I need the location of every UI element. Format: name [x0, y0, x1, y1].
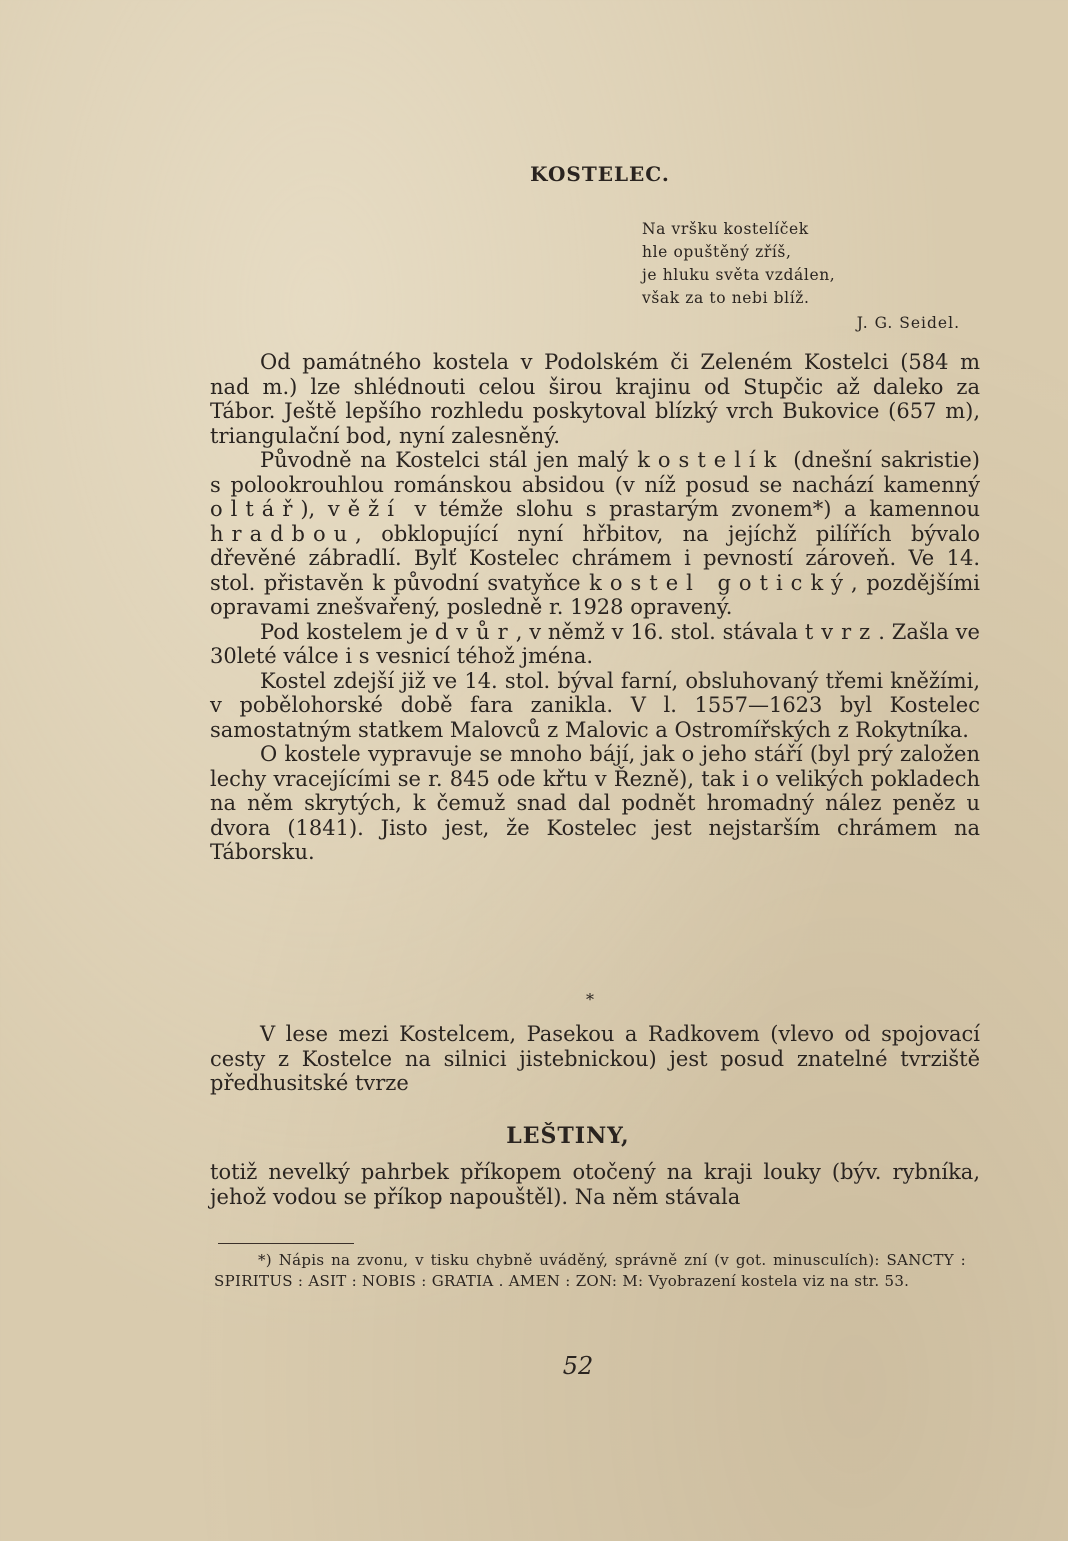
motto-line: však za to nebi blíž. [642, 289, 810, 307]
paragraph-lestiny: totiž nevelký pahrbek příkopem otočený na kraji louky (býv. rybníka, jehož vodou se příkop napouštěl). Na něm stávala [210, 1160, 980, 1209]
text-run: Pod kostelem je [260, 619, 435, 644]
chapter-heading-kostelec: KOSTELEC. [530, 162, 670, 186]
text-run: , obklopující nyní hřbitov, na jejíchž pilířích bývalo dřevěné zábradlí. Bylť Kostelec chrámem i pevností zároveň. Ve 14. stol. přistavěn k původní svatyňce [210, 521, 980, 595]
body-text-forest [210, 1022, 980, 1096]
spaced-term-kostelik: kostelík [637, 448, 785, 472]
paragraph-dvur [210, 620, 980, 669]
footnote-text: *) Nápis na zvonu, v tisku chybně uváděný, správně zní (v got. minusculích): SANCTY : SPIRITUS : ASIT : NOBIS : GRATIA . AMEN : ZON: M: Vyobrazení kostela viz na str. 53. [214, 1251, 966, 1290]
paragraph-views: Od památného kostela v Podolském či Zeleném Kostelci (584 m nad m.) lze shlédnouti celou širou krajinu od Stupčic až daleko za Tábor. Ještě lepšího rozhledu poskytoval blízký vrch Bukovice (657 m), triangulační bod, nyní zalesněný. [210, 350, 980, 448]
spaced-term-hradbou: hradbou [210, 521, 356, 546]
motto-line: Na vršku kostelíček [642, 220, 809, 238]
text-run: . Zašla ve 30leté válce i s vesnicí téhož jména. [210, 619, 980, 668]
footnote [214, 1250, 966, 1292]
body-text-kostelec [210, 350, 980, 865]
footnote-rule [218, 1243, 354, 1244]
paragraph-history [210, 448, 980, 620]
text-run: v témže slohu s prastarým zvonem*) a kamennou [401, 497, 980, 521]
motto-author: J. G. Seidel. [856, 314, 960, 332]
paragraph-parish: Kostel zdejší již ve 14. stol. býval farní, obsluhovaný třemi kněžími, v pobělohorské době fara zanikla. V l. 1557—1623 byl Kostelec samostatným statkem Malovců z Malovic a Ostromířských z Rokytníka. [210, 668, 980, 742]
spaced-term-vezi: věží [327, 497, 402, 521]
motto-verse [642, 218, 972, 335]
paragraph-forest: V lese mezi Kostelcem, Pasekou a Radkovem (vlevo od spojovací cesty z Kostelce na silnici jistebnickou) jest posud znatelné tvrziště předhusitské tvrze [210, 1022, 980, 1095]
section-heading-lestiny: LEŠTINY, [506, 1123, 630, 1149]
section-asterism: * [586, 990, 594, 1009]
spaced-term-kostel-goticky: kostel gotický [589, 570, 852, 595]
motto-line: je hluku světa vzdálen, [642, 266, 836, 284]
text-run: ), [300, 497, 328, 521]
body-text-lestiny [210, 1160, 980, 1209]
text-run: (dnešní sakristie) s polookrouhlou románskou absidou (v níž posud se nachází kamenný [210, 448, 980, 497]
spaced-term-tvrz: tvrz [804, 619, 879, 644]
text-run: Původně na Kostelci stál jen malý [260, 448, 638, 472]
text-run: , v němž v 16. stol. stávala [515, 619, 805, 644]
spaced-term-oltar: oltář [210, 497, 301, 521]
paragraph-legends: O kostele vypravuje se mnoho bájí, jak o jeho stáří (byl prý založen lechy vracejícími se r. 845 ode křtu v Řezně), tak i o velikých pokladech na něm skrytých, k čemuž snad dal podnět hromadný nález peněz u dvora (1841). Jisto jest, že Kostelec jest nejstarším chrámem na Táborsku. [210, 742, 980, 864]
spaced-term-dvur: dvůr [434, 619, 516, 644]
page-number: 52 [562, 1352, 594, 1380]
text-run: , pozdějšími opravami znešvařený, posledně r. 1928 opravený. [210, 570, 980, 619]
motto-line: hle opuštěný zříš, [642, 243, 792, 261]
